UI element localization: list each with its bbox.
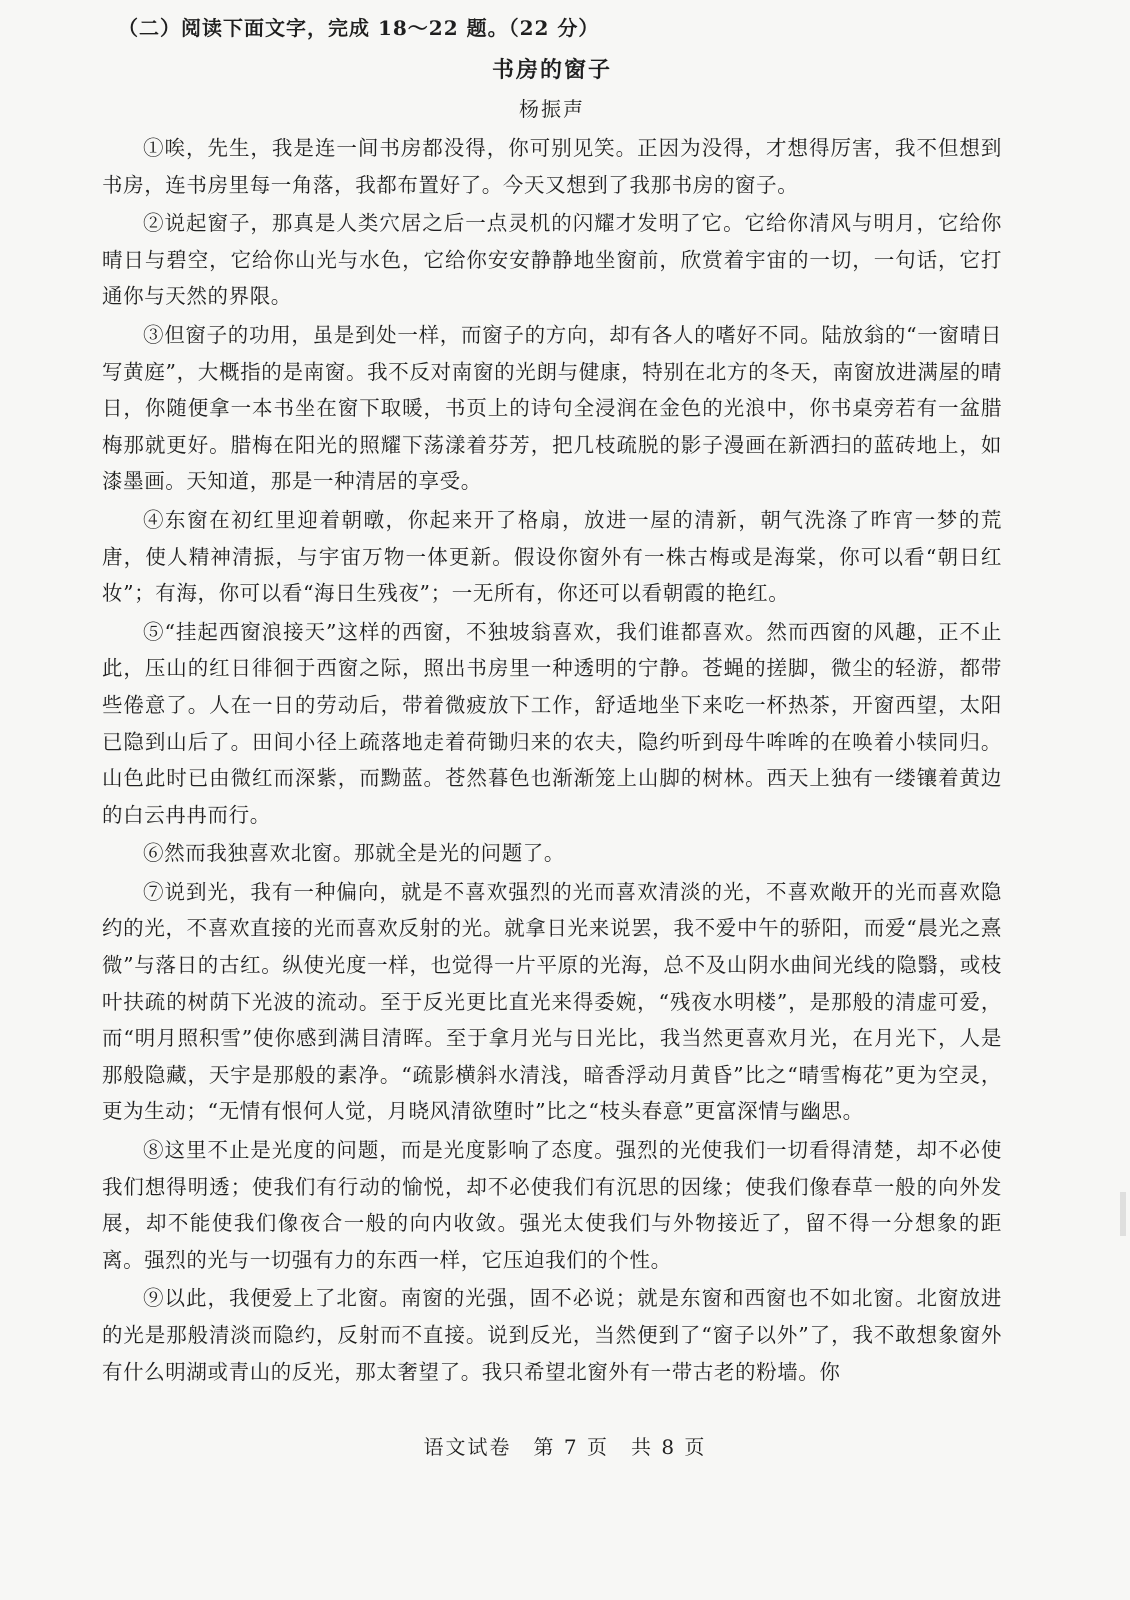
page-footer: 语文试卷 第 7 页 共 8 页 (423, 1435, 707, 1459)
paragraph-5: ⑤“挂起西窗浪接天”这样的西窗，不独坡翁喜欢，我们谁都喜欢。然而西窗的风趣，正不止此，压山的红日徘徊于西窗之际，照出书房里一种透明的宁静。苍蝇的搓脚，微尘的轻游，都带些倦意了。人在一日的劳动后，带着微疲放下工作，舒适地坐下来吃一杯热茶，开窗西望，太阳已隐到山后了。田间小径上疏落地走着荷锄归来的农夫，隐约听到母牛哞哞的在唤着小犊同归。山色此时已由微红而深紫，而黝蓝。苍然暮色也渐渐笼上山脚的树林。西天上独有一缕镶着黄边的白云冉冉而行。 (102, 619, 1002, 827)
section-heading: （二）阅读下面文字，完成 18～22 题。（22 分） (118, 16, 600, 40)
article-author: 杨振声 (519, 97, 585, 121)
paragraph-4: ④东窗在初红里迎着朝暾，你起来开了格扇，放进一屋的清新，朝气洗涤了昨宵一梦的荒唐，使人精神清振，与宇宙万物一体更新。假设你窗外有一株古梅或是海棠，你可以看“朝日红妆”；有海，你可以看“海日生残夜”；一无所有，你还可以看朝霞的艳红。 (102, 507, 1002, 606)
reading-section (102, 8, 1002, 1392)
paragraph-6: ⑥然而我独喜欢北窗。那就全是光的问题了。 (143, 841, 565, 866)
paragraph-9: ⑨以此，我便爱上了北窗。南窗的光强，固不必说；就是东窗和西窗也不如北窗。北窗放进的光是那般清淡而隐约，反射而不直接。说到反光，当然便到了“窗子以外”了，我不敢想象窗外有什么明湖或青山的反光，那太奢望了。我只希望北窗外有一带古老的粉墙。你 (102, 1286, 1002, 1384)
scan-edge-mark (1120, 1192, 1126, 1236)
article-title: 书房的窗子 (491, 57, 612, 83)
paragraph-8: ⑧这里不止是光度的问题，而是光度影响了态度。强烈的光使我们一切看得清楚，却不必使我们想得明透；使我们有行动的愉悦，却不必使我们有沉思的因缘；使我们像春草一般的向外发展，却不能使我们像夜合一般的向内收敛。强光太使我们与外物接近了，留不得一分想象的距离。强烈的光与一切强有力的东西一样，它压迫我们的个性。 (102, 1138, 1002, 1272)
paragraph-7: ⑦说到光，我有一种偏向，就是不喜欢强烈的光而喜欢清淡的光，不喜欢敞开的光而喜欢隐约的光，不喜欢直接的光而喜欢反射的光。就拿日光来说罢，我不爱中午的骄阳，而爱“晨光之熹微”与落日的古红。纵使光度一样，也觉得一片平原的光海，总不及山阴水曲间光线的隐翳，或枝叶扶疏的树荫下光波的流动。至于反光更比直光来得委婉，“残夜水明楼”，是那般的清虚可爱，而“明月照积雪”使你感到满目清晖。至于拿月光与日光比，我当然更喜欢月光，在月光下，人是那般隐藏，天宇是那般的素净。“疏影横斜水清浅，暗香浮动月黄昏”比之“晴雪梅花”更为空灵，更为生动；“无情有恨何人觉，月晓风清欲堕时”比之“枝头春意”更富深情与幽思。 (102, 879, 1002, 1124)
paragraph-3: ③但窗子的功用，虽是到处一样，而窗子的方向，却有各人的嗜好不同。陆放翁的“一窗晴日写黄庭”，大概指的是南窗。我不反对南窗的光朗与健康，特别在北方的冬天，南窗放进满屋的晴日，你随便拿一本书坐在窗下取暖，书页上的诗句全浸润在金色的光浪中，你书桌旁若有一盆腊梅那就更好。腊梅在阳光的照耀下荡漾着芬芳，把几枝疏脱的影子漫画在新洒扫的蓝砖地上，如漆墨画。天知道，那是一种清居的享受。 (102, 322, 1002, 494)
paragraph-1: ①唉，先生，我是连一间书房都没得，你可别见笑。正因为没得，才想得厉害，我不但想到书房，连书房里每一角落，我都布置好了。今天又想到了我那书房的窗子。 (102, 136, 1002, 197)
paragraph-2: ②说起窗子，那真是人类穴居之后一点灵机的闪耀才发明了它。它给你清风与明月，它给你晴日与碧空，它给你山光与水色，它给你安安静静地坐窗前，欣赏着宇宙的一切，一句话，它打通你与天然的界限。 (102, 211, 1002, 309)
